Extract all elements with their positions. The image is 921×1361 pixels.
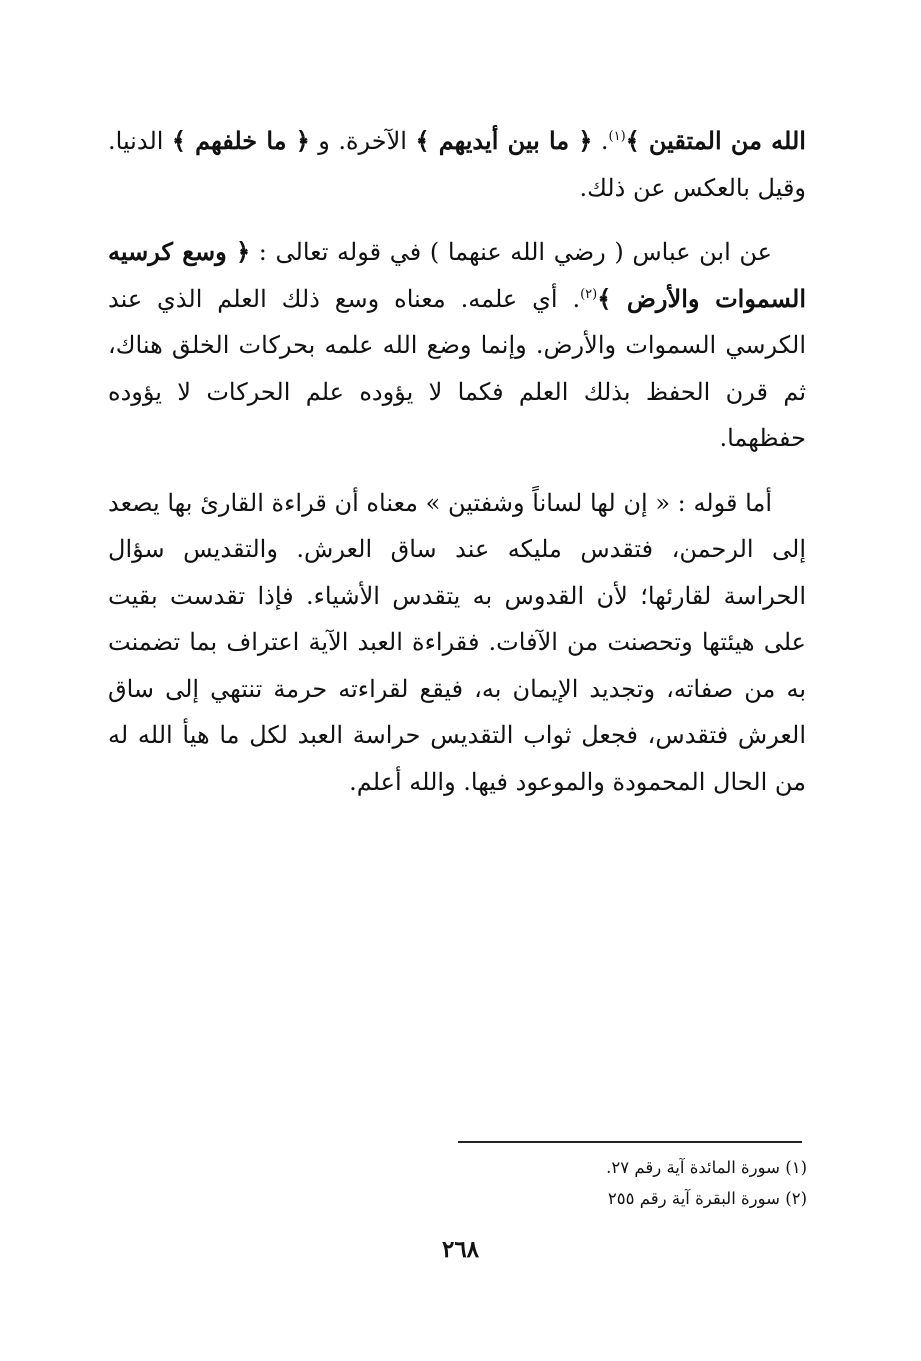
footnote-reference: (٢) [580,286,598,302]
paragraph-1 [108,118,806,211]
footnote-1: (١) سورة المائدة آية رقم ٢٧. [606,1158,807,1177]
main-text [108,118,806,823]
footnote-divider [458,1141,802,1143]
quran-quote: ﴿ ما خلفهم ﴾ [171,126,310,155]
text-segment: أما قوله : « إن لها لساناً وشفتين » معناه أن قراءة القارئ بها يصعد إلى الرحمن، فتقدس مليكه عند ساق العرش. والتقديس سؤال الحراسة لقارئها؛ لأن القدوس به يتقدس الأشياء. فإذا تقدست بقيت على هيئتها وتحصنت من الآفات. فقراءة العبد الآية اعتراف بما تضمنت به من صفاته، وتجديد الإيمان به، فيقع لقراءته حرمة تنتهي إلى ساق العرش فتقدس، فجعل ثواب التقديس حراسة العبد لكل ما هيأ الله له من الحال المحمودة والموعود فيها. والله أعلم. [108,488,806,796]
quran-quote: الله من المتقين ﴾ [625,126,806,155]
quran-quote: ﴿ وسع كرسيه السموات والأرض ﴾ [108,237,807,313]
footnote-reference: (١) [608,129,626,144]
paragraph-3 [108,480,806,806]
quran-quote: ﴿ ما بين أيديهم ﴾ [415,126,593,155]
text-segment: . [592,127,609,155]
footnotes [207,1152,807,1214]
paragraph-2 [108,229,806,462]
text-segment: الآخرة. و [309,127,416,155]
footnote-2: (٢) سورة البقرة آية رقم ٢٥٥ [607,1189,807,1208]
text-segment: عن ابن عباس ( رضي الله عنهما ) في قوله تعالى : [250,238,772,266]
page-number: ٢٦٨ [441,1236,480,1263]
text-segment: الدنيا. وقيل بالعكس عن ذلك. [108,127,806,202]
text-segment: . أي علمه. معناه وسع ذلك العلم الذي عند الكرسي السموات والأرض. وإنما وضع الله علمه بحركات الخلق هناك، ثم قرن الحفظ بذلك العلم فكما لا يؤوده علم الحركات لا يؤوده حفظهما. [108,284,806,452]
